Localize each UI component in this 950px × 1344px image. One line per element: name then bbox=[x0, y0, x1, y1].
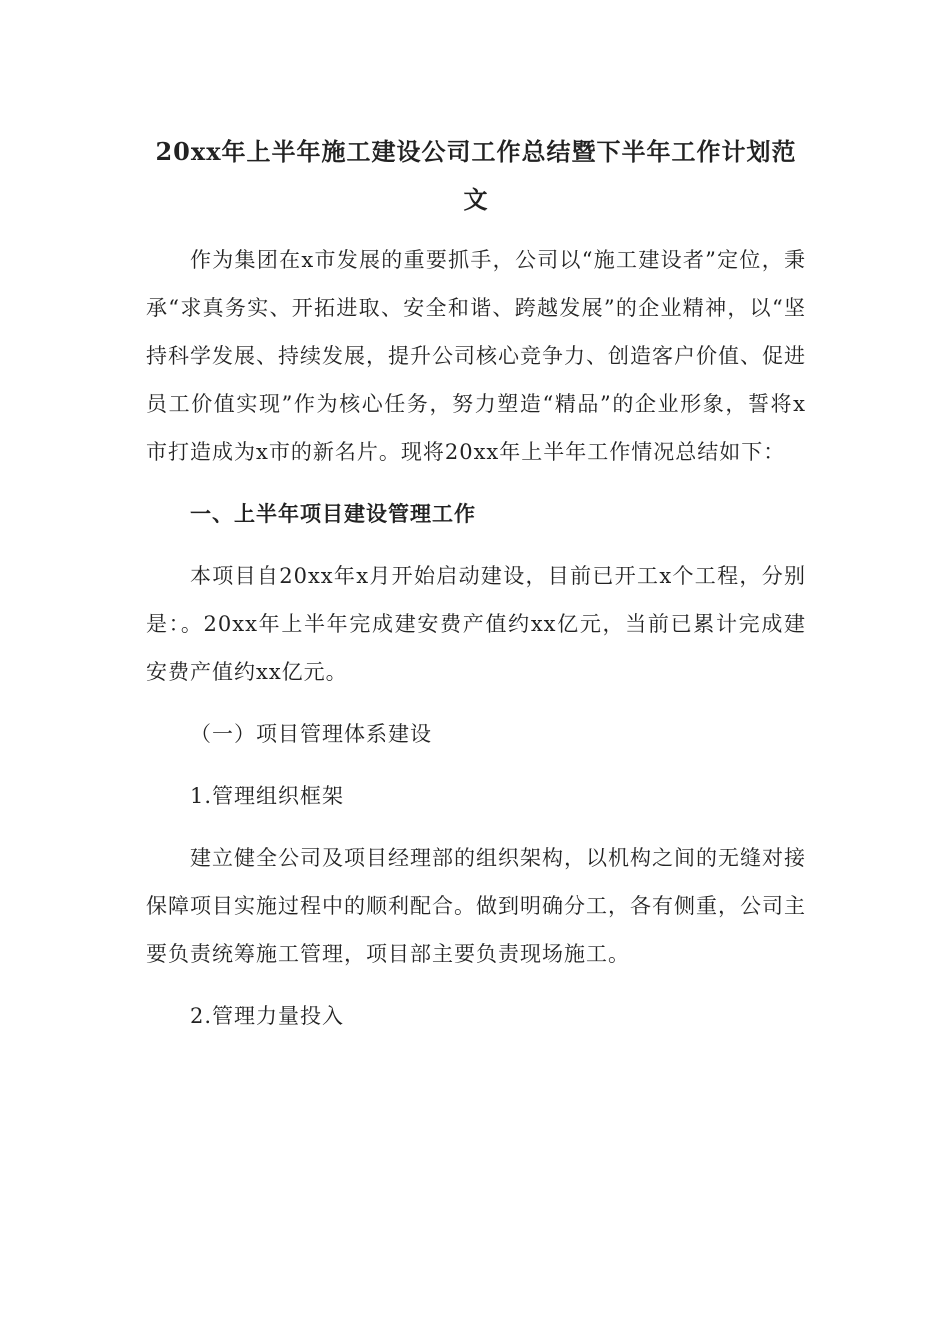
item-heading-organization-framework: 1.管理组织框架 bbox=[190, 784, 345, 808]
section-body-paragraph: 本项目自20xx年x月开始启动建设，目前已开工x个工程，分别是：。20xx年上半年完成建安费产值约xx亿元，当前已累计完成建安费产值约xx亿元。 bbox=[146, 564, 806, 684]
item-body-organization-framework: 建立健全公司及项目经理部的组织架构，以机构之间的无缝对接保障项目实施过程中的顺利配合。做到明确分工，各有侧重，公司主要负责统筹施工管理，项目部主要负责现场施工。 bbox=[146, 846, 806, 966]
subsection-heading-management-system: （一）项目管理体系建设 bbox=[190, 722, 432, 746]
item-heading-management-resources: 2.管理力量投入 bbox=[190, 1004, 345, 1028]
document-title: 20xx年上半年施工建设公司工作总结暨下半年工作计划范文 bbox=[155, 137, 797, 214]
intro-paragraph: 作为集团在x市发展的重要抓手，公司以“施工建设者”定位，秉承“求真务实、开拓进取、安全和谐、跨越发展”的企业精神，以“坚持科学发展、持续发展，提升公司核心竞争力、创造客户价值、促进员工价值实现”作为核心任务，努力塑造“精品”的企业形象，誓将x市打造成为x市的新名片。现将20xx年上半年工作情况总结如下： bbox=[146, 248, 806, 464]
document-body bbox=[146, 128, 806, 1040]
section-heading-project-management: 一、上半年项目建设管理工作 bbox=[190, 501, 476, 526]
